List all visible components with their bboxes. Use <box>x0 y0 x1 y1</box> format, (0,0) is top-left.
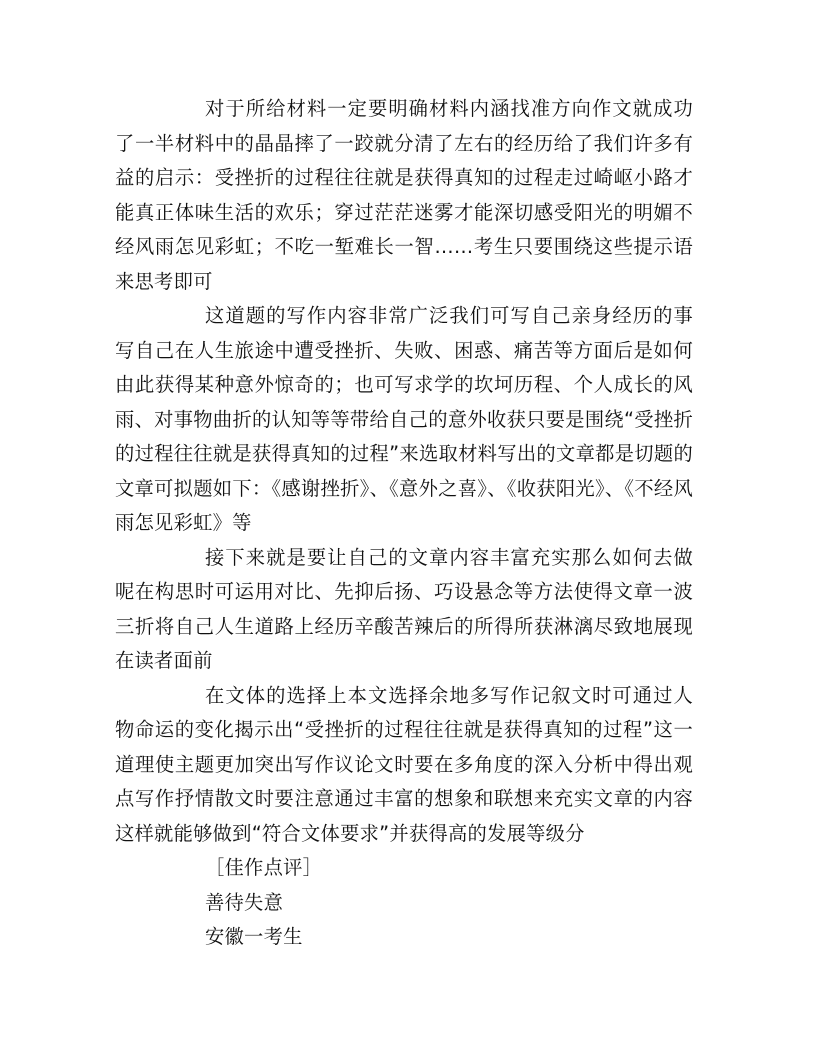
paragraph-material-analysis: 对于所给材料一定要明确材料内涵找准方向作文就成功了一半材料中的晶晶摔了一跤就分清了左右的经历给了我们许多有益的启示：受挫折的过程往往就是获得真知的过程走过崎岖小路才能真正体味生活的欢乐；穿过茫茫迷雾才能深切感受阳光的明媚不经风雨怎见彩虹；不吃一堑难长一智……考生只要围绕这些提示语来思考即可 <box>115 97 693 293</box>
paragraph-genre-choice: 在文体的选择上本文选择余地多写作记叙文时可通过人物命运的变化揭示出“受挫折的过程往往就是获得真知的过程”这一道理使主题更加突出写作议论文时要在多角度的深入分析中得出观点写作抒情散文时要注意通过丰富的想象和联想来充实文章的内容这样就能够做到“符合文体要求”并获得高的发展等级分 <box>115 683 693 845</box>
essay-title: 善待失意 <box>205 890 284 914</box>
section-label: ［佳作点评］ <box>205 856 323 879</box>
paragraph-writing-content: 这道题的写作内容非常广泛我们可写自己亲身经历的事写自己在人生旅途中遭受挫折、失败、困惑、痛苦等方面后是如何由此获得某种意外惊奇的；也可写求学的坎坷历程、个人成长的风雨、对事物曲折的认知等等带给自己的意外收获只要是围绕“受挫折的过程往往就是获得真知的过程”来选取材料写出的文章都是切题的文章可拟题如下：《感谢挫折》、《意外之喜》、《收获阳光》、《不经风雨怎见彩虹》等 <box>115 304 693 534</box>
essay-author: 安徽一考生 <box>205 925 303 948</box>
document-body <box>115 92 693 955</box>
paragraph-enrich-content: 接下来就是要让自己的文章内容丰富充实那么如何去做呢在构思时可运用对比、先抑后扬、巧设悬念等方法使得文章一波三折将自己人生道路上经历辛酸苦辣后的所得所获淋漓尽致地展现在读者面前 <box>115 545 693 672</box>
